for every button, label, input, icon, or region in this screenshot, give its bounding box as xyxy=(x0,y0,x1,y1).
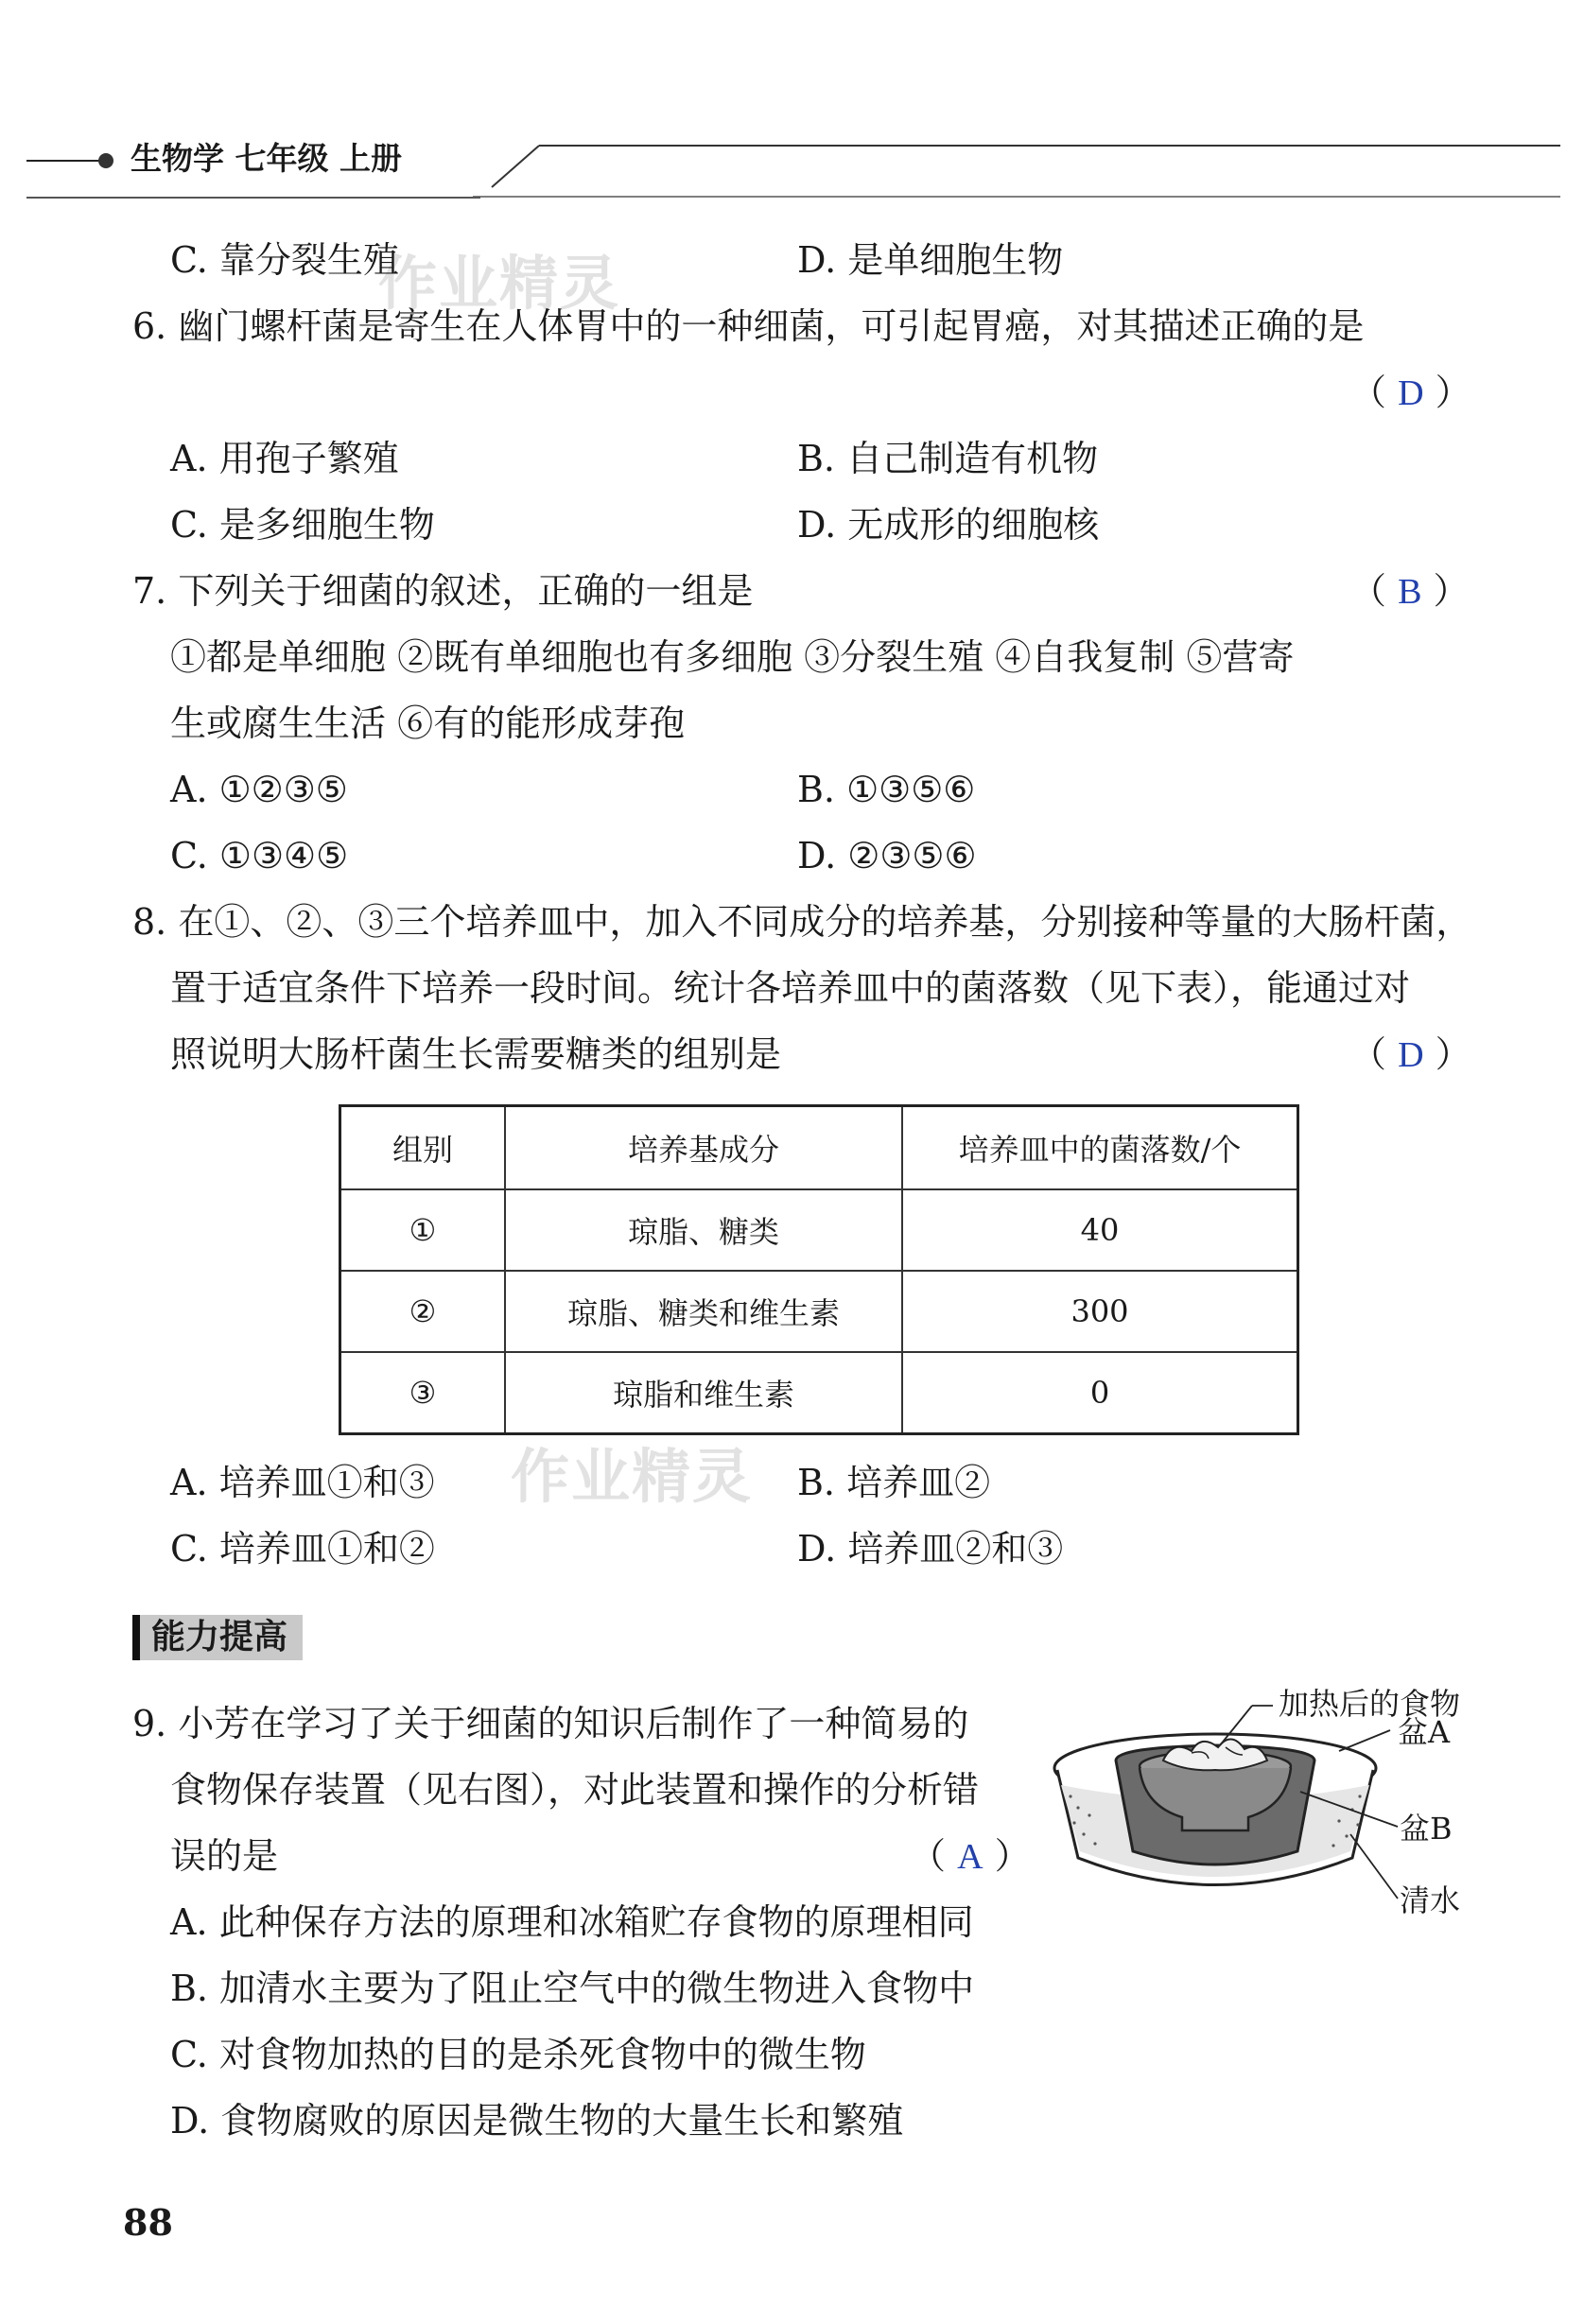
q6-option-b: B. 自己制造有机物 xyxy=(797,438,1099,479)
q8-option-d: D. 培养皿②和③ xyxy=(797,1528,1064,1570)
q8-stem-line3: 照说明大肠杆菌生长需要糖类的组别是 xyxy=(170,1033,782,1075)
section-heading: 能力提高 xyxy=(151,1618,288,1656)
q9-option-d: D. 食物腐败的原因是微生物的大量生长和繁殖 xyxy=(170,2100,904,2142)
q5-option-c: C. 靠分裂生殖 xyxy=(170,239,399,281)
q6-option-a: A. 用孢子繁殖 xyxy=(170,438,399,479)
q8-option-c: C. 培养皿①和② xyxy=(170,1528,435,1570)
q6-stem: 6. 幽门螺杆菌是寄生在人体胃中的一种细菌，可引起胃癌，对其描述正确的是 xyxy=(132,305,1365,347)
header-rule-bottom xyxy=(26,197,480,199)
q5-option-d: D. 是单细胞生物 xyxy=(797,239,1064,281)
table-cell: 300 xyxy=(902,1271,1298,1352)
table-row xyxy=(340,1271,1298,1352)
table-row xyxy=(340,1352,1298,1434)
table-cell: 0 xyxy=(902,1352,1298,1434)
header-rule-right xyxy=(473,142,1570,199)
q8-answer: D xyxy=(1398,1035,1424,1075)
q9-option-a: A. 此种保存方法的原理和冰箱贮存食物的原理相同 xyxy=(170,1901,974,1943)
q7-answer-bracket: （ B ） xyxy=(1350,570,1470,612)
q6-answer: D xyxy=(1398,373,1424,413)
table-header-cell: 组别 xyxy=(340,1106,506,1190)
q9-answer-bracket: （ A ） xyxy=(910,1835,1031,1877)
q9-stem-line3: 误的是 xyxy=(170,1835,279,1877)
q8-stem-line1: 8. 在①、②、③三个培养皿中，加入不同成分的培养基，分别接种等量的大肠杆菌， xyxy=(132,901,1472,943)
q7-option-c: C. ①③④⑤ xyxy=(170,835,349,876)
table-cell: 琼脂、糖类 xyxy=(505,1189,902,1271)
q9-stem-line1: 9. 小芳在学习了关于细菌的知识后制作了一种简易的 xyxy=(132,1703,969,1744)
table-header-row xyxy=(340,1106,1298,1190)
table-row xyxy=(340,1189,1298,1271)
header-title: 生物学 七年级 上册 xyxy=(131,140,402,177)
table-cell: ② xyxy=(340,1271,506,1352)
q8-option-b: B. 培养皿② xyxy=(797,1462,991,1503)
q7-option-d: D. ②③⑤⑥ xyxy=(797,835,977,876)
figure-label-basin-a: 盆A xyxy=(1398,1714,1451,1750)
q6-option-c: C. 是多细胞生物 xyxy=(170,504,435,546)
figure-label-basin-b: 盆B xyxy=(1400,1811,1453,1847)
q7-answer: B xyxy=(1398,572,1422,612)
header-bullet-icon xyxy=(98,153,113,168)
q9-option-c: C. 对食物加热的目的是杀死食物中的微生物 xyxy=(170,2034,866,2075)
q7-statements-line2: 生或腐生生活 ⑥有的能形成芽孢 xyxy=(170,702,686,744)
table-header-cell: 培养基成分 xyxy=(505,1106,902,1190)
figure-label-water: 清水 xyxy=(1400,1882,1461,1918)
watermark: 作业精灵 xyxy=(378,249,621,318)
table-cell: 40 xyxy=(902,1189,1298,1271)
q8-option-a: A. 培养皿①和③ xyxy=(170,1462,435,1503)
table-cell: ① xyxy=(340,1189,506,1271)
watermark: 作业精灵 xyxy=(511,1442,754,1511)
q7-statements-line1: ①都是单细胞 ②既有单细胞也有多细胞 ③分裂生殖 ④自我复制 ⑤营寄 xyxy=(170,636,1295,678)
q9-stem-line2: 食物保存装置（见右图），对此装置和操作的分析错 xyxy=(170,1769,980,1811)
section-tag-bar xyxy=(132,1615,140,1660)
culture-table xyxy=(339,1104,1299,1435)
q7-option-a: A. ①②③⑤ xyxy=(170,769,348,810)
q7-option-b: B. ①③⑤⑥ xyxy=(797,769,976,810)
table-cell: 琼脂和维生素 xyxy=(505,1352,902,1434)
q9-answer: A xyxy=(957,1837,983,1877)
q7-stem: 7. 下列关于细菌的叙述，正确的一组是 xyxy=(132,570,754,612)
figure-label-food: 加热后的食物 xyxy=(1279,1686,1461,1722)
page-number: 88 xyxy=(123,2201,173,2244)
table-header-cell: 培养皿中的菌落数/个 xyxy=(902,1106,1298,1190)
q6-answer-bracket: （ D ） xyxy=(1350,372,1471,413)
q6-option-d: D. 无成形的细胞核 xyxy=(797,504,1100,546)
table-cell: 琼脂、糖类和维生素 xyxy=(505,1271,902,1352)
q9-option-b: B. 加清水主要为了阻止空气中的微生物进入食物中 xyxy=(170,1968,975,2009)
header-rule-left xyxy=(26,160,102,162)
table-cell: ③ xyxy=(340,1352,506,1434)
q8-answer-bracket: （ D ） xyxy=(1350,1033,1471,1075)
q8-stem-line2: 置于适宜条件下培养一段时间。统计各培养皿中的菌落数（见下表），能通过对 xyxy=(170,967,1411,1009)
